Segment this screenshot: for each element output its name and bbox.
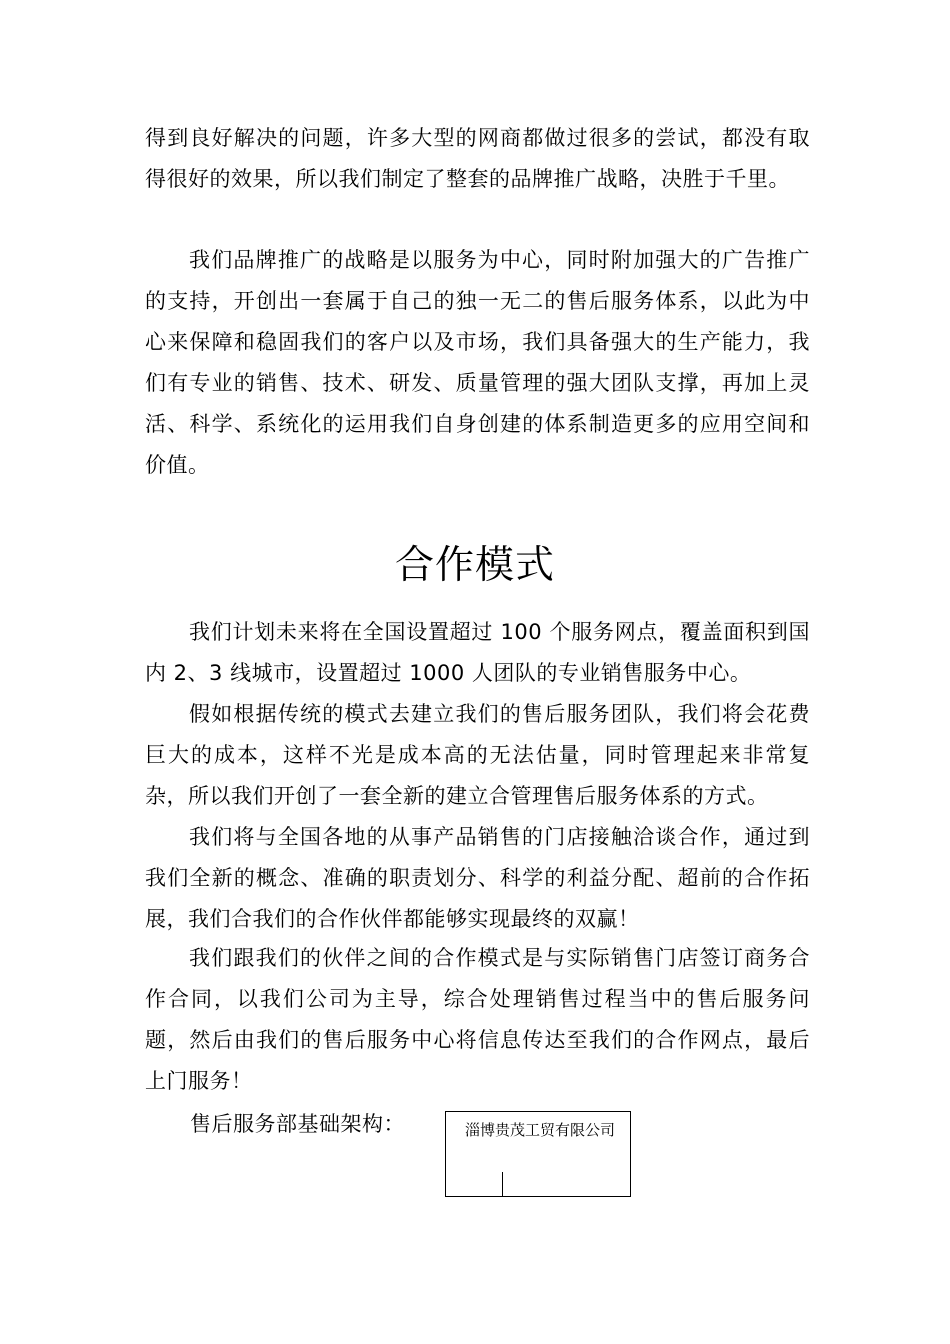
section-heading-cooperation-mode: 合作模式 — [394, 543, 555, 588]
org-chart-company-name: 淄博贵茂工贸有限公司 — [464, 1121, 615, 1139]
paragraph-brand-strategy: 我们品牌推广的战略是以服务为中心，同时附加强大的广告推广的支持，开创出一套属于自己的独一无二的售后服务体系，以此为中心来保障和稳固我们的客户以及市场，我们具备强大的生产能力，我们有专业的销售、技术、研发、质量管理的强大团队支撑，再加上灵活、科学、系统化的运用我们自身创建的体系制造更多的应用空间和价值。 — [145, 248, 810, 477]
org-chart-connector-line — [502, 1172, 503, 1197]
paragraph-service-network-plan: 我们计划未来将在全国设置超过 100 个服务网点，覆盖面积到国内 2、3 线城市，设置超过 1000 人团队的专业销售服务中心。 — [145, 620, 810, 685]
paragraph-partner-model: 我们跟我们的伙伴之间的合作模式是与实际销售门店签订商务合作合同，以我们公司为主导，综合处理销售过程当中的售后服务问题，然后由我们的售后服务中心将信息传达至我们的合作网点，最后上门服务！ — [145, 946, 810, 1093]
paragraph-brand-intro-continued: 得到良好解决的问题，许多大型的网商都做过很多的尝试，都没有取得很好的效果，所以我们制定了整套的品牌推广战略，决胜于千里。 — [145, 126, 810, 191]
paragraph-store-cooperation: 我们将与全国各地的从事产品销售的门店接触洽谈合作，通过到我们全新的概念、准确的职责划分、科学的利益分配、超前的合作拓展，我们合我们的合作伙伴都能够实现最终的双赢！ — [145, 825, 810, 931]
paragraph-traditional-model: 假如根据传统的模式去建立我们的售后服务团队，我们将会花费巨大的成本，这样不光是成本高的无法估量，同时管理起来非常复杂，所以我们开创了一套全新的建立合管理售后服务体系的方式。 — [145, 702, 810, 808]
org-chart-top-box — [445, 1111, 631, 1197]
org-chart-label: 售后服务部基础架构： — [190, 1112, 405, 1136]
